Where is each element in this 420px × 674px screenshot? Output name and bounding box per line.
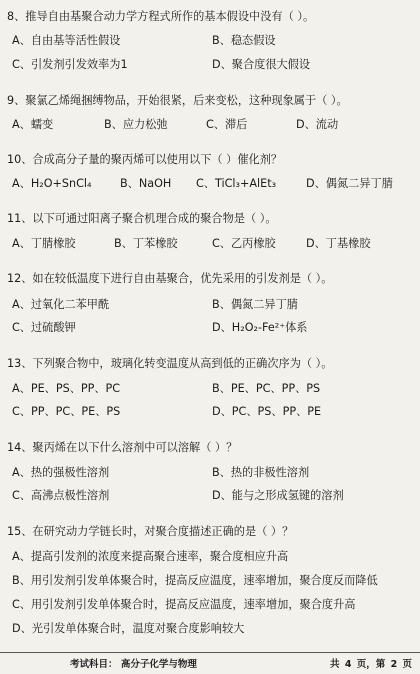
question-15-option-c: C、用引发剂引发单体聚合时，提高反应温度，速率增加，聚合度升高 <box>12 598 356 611</box>
question-9-option-d: D、流动 <box>296 118 339 131</box>
question-10-stem: 10、合成高分子量的聚丙烯可以使用以下（ ）催化剂？ <box>7 153 283 166</box>
footer-page-info <box>330 656 414 670</box>
question-8-option-c: C、引发剂引发效率为1 <box>12 58 128 71</box>
question-11-stem: 11、以下可通过阳离子聚合机理合成的聚合物是（ ）。 <box>7 212 277 225</box>
footer-page-number: 2 <box>390 659 398 670</box>
question-9-stem: 9、聚氯乙烯绳捆缚物品，开始很紧，后来变松，这种现象属于（ ）。 <box>7 94 348 107</box>
footer-total-pages: 4 <box>344 659 352 670</box>
question-11-option-a: A、丁腈橡胶 <box>12 237 76 250</box>
question-14-option-d: D、能与之形成氢键的溶剂 <box>212 489 344 502</box>
question-13-option-c: C、PP、PC、PE、PS <box>12 405 121 418</box>
question-13-option-a: A、PE、PS、PP、PC <box>12 382 121 395</box>
question-12-stem: 12、如在较低温度下进行自由基聚合，优先采用的引发剂是（ ）。 <box>7 272 333 285</box>
question-10-option-a: A、H₂O+SnCl₄ <box>12 177 92 190</box>
question-12-option-b: B、偶氮二异丁腈 <box>212 298 298 311</box>
footer-divider <box>0 652 420 653</box>
question-12-option-a: A、过氧化二苯甲酰 <box>12 298 110 311</box>
footer-subject-label: 考试科目： <box>70 659 118 670</box>
footer-page-suffix: 页 <box>402 659 413 670</box>
question-15-option-b: B、用引发剂引发单体聚合时，提高反应温度，速率增加，聚合度反而降低 <box>12 574 378 587</box>
question-9-option-c: C、滞后 <box>206 118 248 131</box>
footer-subject-name: 高分子化学与物理 <box>120 659 197 670</box>
question-11-option-b: B、丁苯橡胶 <box>114 237 178 250</box>
question-13-option-d: D、PC、PS、PP、PE <box>212 405 322 418</box>
question-15-option-a: A、提高引发剂的浓度来提高聚合速率，聚合度相应升高 <box>12 550 289 563</box>
question-15-stem: 15、在研究动力学链长时，对聚合度描述正确的是（ ）？ <box>7 525 294 538</box>
question-15-option-d: D、光引发单体聚合时，温度对聚合度影响较大 <box>12 622 245 635</box>
question-11-option-c: C、乙丙橡胶 <box>212 237 276 250</box>
footer-total-prefix: 共 <box>330 659 340 670</box>
question-8-option-a: A、自由基等活性假设 <box>12 34 121 47</box>
question-10-option-c: C、TiCl₃+AlEt₃ <box>196 177 277 190</box>
question-9-option-b: B、应力松弛 <box>104 118 168 131</box>
question-14-option-a: A、热的强极性溶剂 <box>12 466 110 479</box>
question-14-stem: 14、聚丙烯在以下什么溶剂中可以溶解（ ）？ <box>7 441 238 454</box>
question-12-option-c: C、过硫酸钾 <box>12 321 76 334</box>
question-13-option-b: B、PE、PC、PP、PS <box>212 382 321 395</box>
question-14-option-c: C、高沸点极性溶剂 <box>12 489 110 502</box>
question-10-option-b: B、NaOH <box>120 177 172 190</box>
question-8-option-b: B、稳态假设 <box>212 34 276 47</box>
footer-subject <box>70 656 197 670</box>
question-14-option-b: B、热的非极性溶剂 <box>212 466 310 479</box>
question-8-stem: 8、推导自由基聚合动力学方程式所作的基本假设中没有（ ）。 <box>7 10 315 23</box>
question-12-option-d: D、H₂O₂-Fe²⁺体系 <box>212 321 308 334</box>
question-10-option-d: D、偶氮二异丁腈 <box>306 177 393 190</box>
question-11-option-d: D、丁基橡胶 <box>306 237 371 250</box>
question-8-option-d: D、聚合度很大假设 <box>212 58 311 71</box>
question-9-option-a: A、蠕变 <box>12 118 54 131</box>
question-13-stem: 13、下列聚合物中，玻璃化转变温度从高到低的正确次序为（ ）。 <box>7 357 333 370</box>
footer-total-suffix: 页，第 <box>356 659 386 670</box>
